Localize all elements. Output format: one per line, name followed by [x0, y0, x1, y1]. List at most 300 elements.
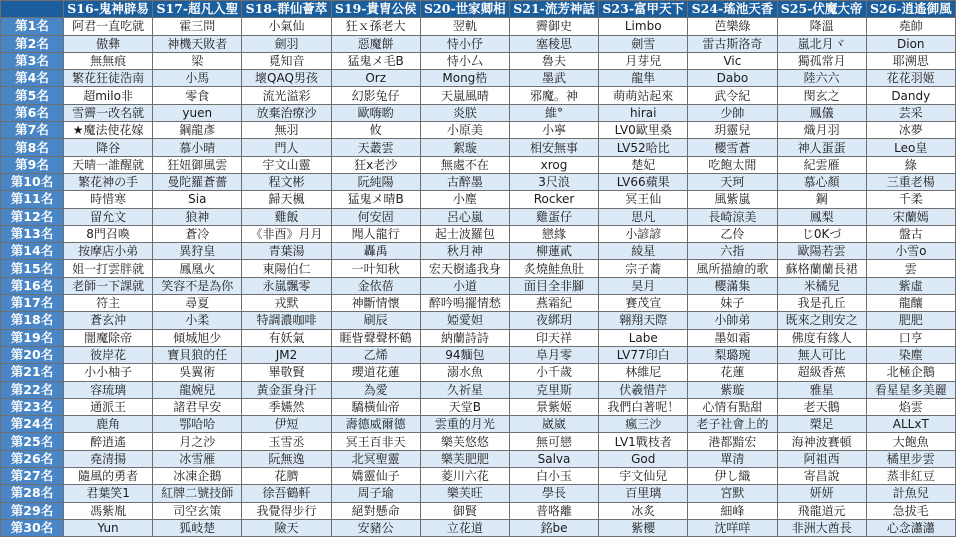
- player-name-cell: 小原美: [420, 122, 509, 139]
- player-name-cell: 闇魔除帝: [64, 329, 153, 346]
- table-row: [1, 225, 956, 242]
- player-name-cell: 紫虛: [866, 277, 955, 294]
- player-name-cell: 鋼: [777, 191, 866, 208]
- player-name-cell: 小塵: [420, 191, 509, 208]
- player-name-cell: 百里璃: [599, 485, 688, 502]
- player-name-cell: 宮默: [688, 485, 777, 502]
- player-name-cell: 傾城旭少: [153, 329, 242, 346]
- player-name-cell: 心情有點甜: [688, 398, 777, 415]
- table-body: [1, 18, 956, 537]
- player-name-cell: 楚妃: [599, 156, 688, 173]
- player-name-cell: 芸采: [866, 104, 955, 121]
- player-name-cell: 菱川六花: [420, 468, 509, 485]
- player-name-cell: 花花羽姬: [866, 70, 955, 87]
- player-name-cell: Yun: [64, 519, 153, 536]
- player-name-cell: 雞蛋仔: [509, 208, 598, 225]
- player-name-cell: 猛鬼メ毛B: [331, 52, 420, 69]
- player-name-cell: 龍婉兒: [153, 381, 242, 398]
- player-name-cell: 我覺得步行: [242, 502, 331, 519]
- player-name-cell: 鋼龍彥: [153, 122, 242, 139]
- player-name-cell: 盤古: [866, 225, 955, 242]
- player-name-cell: LV0歐里桑: [599, 122, 688, 139]
- player-name-cell: ALLxT: [866, 416, 955, 433]
- player-name-cell: 宏天樹遙我身: [420, 260, 509, 277]
- rank-label: 第17名: [1, 295, 64, 312]
- player-name-cell: 細峰: [688, 502, 777, 519]
- player-name-cell: 寶貝狼的任: [153, 346, 242, 363]
- player-name-cell: 小小柚子: [64, 364, 153, 381]
- player-name-cell: 閔玄之: [777, 87, 866, 104]
- player-name-cell: 燕霜紀: [509, 295, 598, 312]
- column-header: S18-群仙薈萃: [242, 1, 331, 18]
- player-name-cell: 納蘭詩詩: [420, 329, 509, 346]
- player-name-cell: 普咯離: [509, 502, 598, 519]
- player-name-cell: 隨風的勇者: [64, 468, 153, 485]
- rank-label: 第2名: [1, 35, 64, 52]
- player-name-cell: 青葉湯: [242, 243, 331, 260]
- player-name-cell: 起士波羅包: [420, 225, 509, 242]
- player-name-cell: 大飽魚: [866, 433, 955, 450]
- column-header: S26-逍遙御風: [866, 1, 955, 18]
- player-name-cell: 急拔毛: [866, 502, 955, 519]
- player-name-cell: 槊足: [777, 416, 866, 433]
- player-name-cell: 玥靈兒: [688, 122, 777, 139]
- player-name-cell: Dion: [866, 35, 955, 52]
- player-name-cell: 恃小伃: [420, 35, 509, 52]
- player-name-cell: 立花道: [420, 519, 509, 536]
- player-name-cell: 萌萌站起來: [599, 87, 688, 104]
- header-row: [1, 1, 956, 18]
- player-name-cell: 時惜寒: [64, 191, 153, 208]
- player-name-cell: 小氣仙: [242, 18, 331, 35]
- player-name-cell: 慕心顏: [777, 173, 866, 190]
- player-name-cell: 櫻滿集: [688, 277, 777, 294]
- player-name-cell: Dabo: [688, 70, 777, 87]
- player-name-cell: 海神波賽頓: [777, 433, 866, 450]
- player-name-cell: 小道: [420, 277, 509, 294]
- player-name-cell: 翌軌: [420, 18, 509, 35]
- player-name-cell: 沈咩咩: [688, 519, 777, 536]
- player-name-cell: 堯清揚: [64, 450, 153, 467]
- player-name-cell: hirai: [599, 104, 688, 121]
- player-name-cell: 風紫嵐: [688, 191, 777, 208]
- table-row: [1, 329, 956, 346]
- player-name-cell: 梨璐琬: [688, 346, 777, 363]
- rank-label: 第10名: [1, 173, 64, 190]
- player-name-cell: 佛度有緣人: [777, 329, 866, 346]
- player-name-cell: 嵐北月ヾ: [777, 35, 866, 52]
- table-row: [1, 35, 956, 52]
- rank-label: 第28名: [1, 485, 64, 502]
- player-name-cell: 猛鬼メ晴B: [331, 191, 420, 208]
- player-name-cell: 永嵐飄零: [242, 277, 331, 294]
- player-name-cell: yuen: [153, 104, 242, 121]
- player-name-cell: 芭樂綠: [688, 18, 777, 35]
- column-header: S21-流芳神話: [509, 1, 598, 18]
- player-name-cell: 雅星: [777, 381, 866, 398]
- player-name-cell: Dandy: [866, 87, 955, 104]
- player-name-cell: 無無痕: [64, 52, 153, 69]
- player-name-cell: 門人: [242, 139, 331, 156]
- rank-label: 第21名: [1, 364, 64, 381]
- table-row: [1, 18, 956, 35]
- player-name-cell: 降溫: [777, 18, 866, 35]
- rank-label: 第1名: [1, 18, 64, 35]
- player-name-cell: 樂芙悠悠: [420, 433, 509, 450]
- column-header: S24-瑤池天香: [688, 1, 777, 18]
- player-name-cell: 思凡: [599, 208, 688, 225]
- table-row: [1, 295, 956, 312]
- player-name-cell: 絕對懸命: [331, 502, 420, 519]
- player-name-cell: 小諺諺: [599, 225, 688, 242]
- table-row: [1, 122, 956, 139]
- player-name-cell: 異狩皇: [153, 243, 242, 260]
- player-name-cell: 刷辰: [331, 312, 420, 329]
- player-name-cell: 妹子: [688, 295, 777, 312]
- player-name-cell: 馮紫胤: [64, 502, 153, 519]
- table-row: [1, 139, 956, 156]
- player-name-cell: 無處不在: [420, 156, 509, 173]
- player-name-cell: 雪霽一改名就: [64, 104, 153, 121]
- player-name-cell: 徐吾鶴軒: [242, 485, 331, 502]
- player-name-cell: 驕橫仙帝: [331, 398, 420, 415]
- player-name-cell: 肥肥: [866, 312, 955, 329]
- player-name-cell: 雲重的月光: [420, 416, 509, 433]
- player-name-cell: 老師一下課就: [64, 277, 153, 294]
- player-name-cell: 冥王仙: [599, 191, 688, 208]
- rank-label: 第22名: [1, 381, 64, 398]
- player-name-cell: 瓔道花蓮: [331, 364, 420, 381]
- rank-label: 第19名: [1, 329, 64, 346]
- player-name-cell: 東陽伯仁: [242, 260, 331, 277]
- player-name-cell: 耶溯思: [866, 52, 955, 69]
- player-name-cell: 伊し織: [688, 468, 777, 485]
- player-name-cell: 有妖氣: [242, 329, 331, 346]
- table-row: [1, 208, 956, 225]
- rank-label: 第3名: [1, 52, 64, 69]
- player-name-cell: 風所描繪的歌: [688, 260, 777, 277]
- table-row: [1, 468, 956, 485]
- player-name-cell: 北冥聖靈: [331, 450, 420, 467]
- player-name-cell: 鹿角: [64, 416, 153, 433]
- player-name-cell: 小雪o: [866, 243, 955, 260]
- player-name-cell: 惡魔餅: [331, 35, 420, 52]
- player-name-cell: 神人蛋蛋: [777, 139, 866, 156]
- rank-label: 第14名: [1, 243, 64, 260]
- player-name-cell: 面目全非腳: [509, 277, 598, 294]
- player-name-cell: 月芽兒: [599, 52, 688, 69]
- player-name-cell: xrog: [509, 156, 598, 173]
- player-name-cell: 既來之則安之: [777, 312, 866, 329]
- player-name-cell: 炙燒鮭魚肚: [509, 260, 598, 277]
- player-name-cell: 諸君早安: [153, 398, 242, 415]
- player-name-cell: 轟禹: [331, 243, 420, 260]
- table-row: [1, 381, 956, 398]
- player-name-cell: 白小玉: [509, 468, 598, 485]
- player-name-cell: 繁花狂徒浩南: [64, 70, 153, 87]
- player-name-cell: 笑容不是為你: [153, 277, 242, 294]
- player-name-cell: 陸六六: [777, 70, 866, 87]
- player-name-cell: LV52哈比: [599, 139, 688, 156]
- player-name-cell: 樂芙肥肥: [420, 450, 509, 467]
- table-row: [1, 416, 956, 433]
- player-name-cell: 堯帥: [866, 18, 955, 35]
- player-name-cell: 玉雪丞: [242, 433, 331, 450]
- player-name-cell: 飛龍道元: [777, 502, 866, 519]
- player-name-cell: 昊月: [599, 277, 688, 294]
- player-name-cell: God: [599, 450, 688, 467]
- rank-label: 第7名: [1, 122, 64, 139]
- player-name-cell: 宇文山靈: [242, 156, 331, 173]
- player-name-cell: 攸: [331, 122, 420, 139]
- player-name-cell: 醉吟嗚擺情愁: [420, 295, 509, 312]
- player-name-cell: 無可戀: [509, 433, 598, 450]
- rank-label: 第9名: [1, 156, 64, 173]
- table-row: [1, 502, 956, 519]
- player-name-cell: 宗子蕎: [599, 260, 688, 277]
- player-name-cell: 黃金蛋身汗: [242, 381, 331, 398]
- player-name-cell: 覓知音: [242, 52, 331, 69]
- player-name-cell: 阜月零: [509, 346, 598, 363]
- table-row: [1, 277, 956, 294]
- player-name-cell: 六指: [688, 243, 777, 260]
- player-name-cell: 姐一打雲胖就: [64, 260, 153, 277]
- player-name-cell: 狂ｘ孫老大: [331, 18, 420, 35]
- player-name-cell: 紅牌二號技師: [153, 485, 242, 502]
- player-name-cell: 久祈星: [420, 381, 509, 398]
- column-header: S17-超凡入聖: [153, 1, 242, 18]
- player-name-cell: 3尺浪: [509, 173, 598, 190]
- player-name-cell: 塞稜思: [509, 35, 598, 52]
- player-name-cell: 鄂哈哈: [153, 416, 242, 433]
- player-name-cell: 安豬公: [331, 519, 420, 536]
- rank-label: 第29名: [1, 502, 64, 519]
- column-header: S25-伏魔大帝: [777, 1, 866, 18]
- rank-label: 第6名: [1, 104, 64, 121]
- player-name-cell: 劍羽: [242, 35, 331, 52]
- player-name-cell: 溺水魚: [420, 364, 509, 381]
- player-name-cell: 炎朕: [420, 104, 509, 121]
- rank-label: 第18名: [1, 312, 64, 329]
- player-name-cell: 夜綁玥: [509, 312, 598, 329]
- player-name-cell: 北極企鵝: [866, 364, 955, 381]
- player-name-cell: 紫櫻: [599, 519, 688, 536]
- player-name-cell: 鳳儀: [777, 104, 866, 121]
- player-name-cell: 御賢: [420, 502, 509, 519]
- player-name-cell: 天叢雲: [331, 139, 420, 156]
- player-name-cell: 神機天敗者: [153, 35, 242, 52]
- player-name-cell: 米橘兒: [777, 277, 866, 294]
- player-name-cell: ★魔法使花嫁: [64, 122, 153, 139]
- player-name-cell: 柳蓮貳: [509, 243, 598, 260]
- column-header: S19-貴胄公侯: [331, 1, 420, 18]
- player-name-cell: 無人可比: [777, 346, 866, 363]
- player-name-cell: Mong梏: [420, 70, 509, 87]
- player-name-cell: 傲彝: [64, 35, 153, 52]
- table-row: [1, 346, 956, 363]
- player-name-cell: 邪魔。神: [509, 87, 598, 104]
- table-row: [1, 260, 956, 277]
- player-name-cell: 壽德威爾德: [331, 416, 420, 433]
- player-name-cell: 綾星: [599, 243, 688, 260]
- rank-label: 第23名: [1, 398, 64, 415]
- player-name-cell: 老子社會上的: [688, 416, 777, 433]
- player-name-cell: 司空玄策: [153, 502, 242, 519]
- player-name-cell: 冰夢: [866, 122, 955, 139]
- player-name-cell: 口亨: [866, 329, 955, 346]
- player-name-cell: 紀雲雁: [777, 156, 866, 173]
- player-name-cell: LV66蘋果: [599, 173, 688, 190]
- player-name-cell: 克里斯: [509, 381, 598, 398]
- player-name-cell: じ0Kづ: [777, 225, 866, 242]
- player-name-cell: 留允文: [64, 208, 153, 225]
- rank-label: 第8名: [1, 139, 64, 156]
- table-row: [1, 485, 956, 502]
- player-name-cell: JM2: [242, 346, 331, 363]
- player-name-cell: 程文彬: [242, 173, 331, 190]
- player-name-cell: 慕小晴: [153, 139, 242, 156]
- player-name-cell: 絮璇: [420, 139, 509, 156]
- rank-label: 第11名: [1, 191, 64, 208]
- rank-label: 第5名: [1, 87, 64, 104]
- player-name-cell: 紫璇: [688, 381, 777, 398]
- player-name-cell: LV77印白: [599, 346, 688, 363]
- player-name-cell: 冰炙: [599, 502, 688, 519]
- player-name-cell: 為愛: [331, 381, 420, 398]
- player-name-cell: 畢敬賢: [242, 364, 331, 381]
- player-name-cell: 聞人龍行: [331, 225, 420, 242]
- player-name-cell: 無羽: [242, 122, 331, 139]
- player-name-cell: 銘be: [509, 519, 598, 536]
- player-name-cell: 計魚兒: [866, 485, 955, 502]
- player-name-cell: 鳳梨: [777, 208, 866, 225]
- player-name-cell: 幻影兔仔: [331, 87, 420, 104]
- player-name-cell: 小千歲: [509, 364, 598, 381]
- player-name-cell: 婭愛妲: [420, 312, 509, 329]
- player-name-cell: 港都黯宏: [688, 433, 777, 450]
- player-name-cell: 狼神: [153, 208, 242, 225]
- player-name-cell: 94麵包: [420, 346, 509, 363]
- player-name-cell: 冰雪雁: [153, 450, 242, 467]
- player-name-cell: 符主: [64, 295, 153, 312]
- table-row: [1, 312, 956, 329]
- player-name-cell: Rocker: [509, 191, 598, 208]
- player-name-cell: 印天祥: [509, 329, 598, 346]
- player-name-cell: 天晴一誰醒就: [64, 156, 153, 173]
- player-name-cell: 長崎涼美: [688, 208, 777, 225]
- player-name-cell: 特調濃咖啡: [242, 312, 331, 329]
- player-name-cell: 降谷: [64, 139, 153, 156]
- player-name-cell: 蒼玄沖: [64, 312, 153, 329]
- table-row: [1, 104, 956, 121]
- table-row: [1, 191, 956, 208]
- player-name-cell: 阿君一直吃就: [64, 18, 153, 35]
- player-name-cell: 季嬿然: [242, 398, 331, 415]
- table-row: [1, 156, 956, 173]
- player-name-cell: 阮純陽: [331, 173, 420, 190]
- player-name-cell: 古醉墨: [420, 173, 509, 190]
- player-name-cell: 冰凍企鵝: [153, 468, 242, 485]
- player-name-cell: 賽茂宣: [599, 295, 688, 312]
- player-name-cell: 吃飽太閒: [688, 156, 777, 173]
- player-name-cell: 乙烯: [331, 346, 420, 363]
- player-name-cell: 花臍: [242, 468, 331, 485]
- player-name-cell: 一叶知秋: [331, 260, 420, 277]
- player-name-cell: 按摩店小弟: [64, 243, 153, 260]
- player-name-cell: 阿祖西: [777, 450, 866, 467]
- player-name-cell: 梁: [153, 52, 242, 69]
- table-row: [1, 398, 956, 415]
- player-name-cell: 小馬: [153, 70, 242, 87]
- player-name-cell: 崴崴: [509, 416, 598, 433]
- player-name-cell: 何安固: [331, 208, 420, 225]
- player-name-cell: 龍釀: [866, 295, 955, 312]
- player-name-cell: 零食: [153, 87, 242, 104]
- rank-label: 第16名: [1, 277, 64, 294]
- column-header: S20-世家卿相: [420, 1, 509, 18]
- player-name-cell: 君葉笑1: [64, 485, 153, 502]
- player-name-cell: 呂心嵐: [420, 208, 509, 225]
- player-name-cell: 非洲大酋長: [777, 519, 866, 536]
- player-name-cell: 心念瀟瀟: [866, 519, 955, 536]
- table-row: [1, 364, 956, 381]
- player-name-cell: 狂妞御風雲: [153, 156, 242, 173]
- player-name-cell: 歸天楓: [242, 191, 331, 208]
- player-name-cell: 月之沙: [153, 433, 242, 450]
- table-row: [1, 450, 956, 467]
- player-name-cell: 秋月神: [420, 243, 509, 260]
- player-name-cell: 劍雪: [599, 35, 688, 52]
- player-name-cell: 宋蘭嫣: [866, 208, 955, 225]
- player-name-cell: 花蓮: [688, 364, 777, 381]
- player-name-cell: 彼岸花: [64, 346, 153, 363]
- rank-label: 第4名: [1, 70, 64, 87]
- player-name-cell: 曼陀羅蒼薔: [153, 173, 242, 190]
- player-name-cell: 伏羲惜芹: [599, 381, 688, 398]
- player-name-cell: 狐岐楚: [153, 519, 242, 536]
- player-name-cell: 戎默: [242, 295, 331, 312]
- player-name-cell: 墨武: [509, 70, 598, 87]
- player-name-cell: 超級香蕉: [777, 364, 866, 381]
- player-name-cell: 龍隼: [599, 70, 688, 87]
- player-name-cell: 小帥弟: [688, 312, 777, 329]
- player-name-cell: 焰雲: [866, 398, 955, 415]
- player-name-cell: 綠: [866, 156, 955, 173]
- player-name-cell: 歐陽若雲: [777, 243, 866, 260]
- player-name-cell: Labe: [599, 329, 688, 346]
- player-name-cell: 相安無事: [509, 139, 598, 156]
- player-name-cell: 通派王: [64, 398, 153, 415]
- player-name-cell: 天嵐風晴: [420, 87, 509, 104]
- player-name-cell: 繁花神の手: [64, 173, 153, 190]
- player-name-cell: 流光溢彩: [242, 87, 331, 104]
- player-name-cell: 吳翼術: [153, 364, 242, 381]
- player-name-cell: 獨孤常月: [777, 52, 866, 69]
- player-name-cell: 翱翔天際: [599, 312, 688, 329]
- player-name-cell: 橘里步雲: [866, 450, 955, 467]
- player-name-cell: 蒸非紅豆: [866, 468, 955, 485]
- player-name-cell: 嬌靈仙子: [331, 468, 420, 485]
- table-row: [1, 52, 956, 69]
- player-name-cell: 武令紀: [688, 87, 777, 104]
- player-name-cell: 雲: [866, 260, 955, 277]
- player-name-cell: Vic: [688, 52, 777, 69]
- rank-label: 第13名: [1, 225, 64, 242]
- player-name-cell: 魯夫: [509, 52, 598, 69]
- player-name-cell: 宇文仙兒: [599, 468, 688, 485]
- player-name-cell: 雞飯: [242, 208, 331, 225]
- player-name-cell: 阮無逸: [242, 450, 331, 467]
